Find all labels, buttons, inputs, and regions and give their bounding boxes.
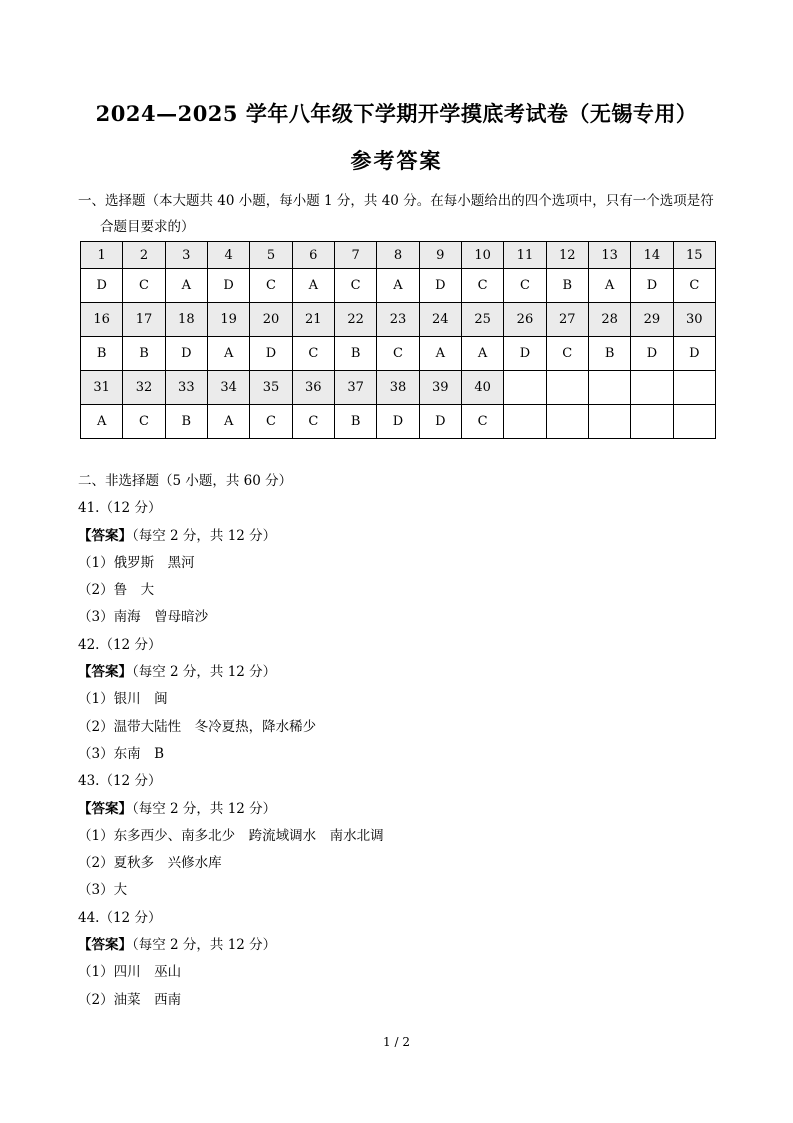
answer-cell: D bbox=[631, 337, 673, 371]
question-number-cell: 3 bbox=[165, 242, 207, 269]
question-number-cell: 39 bbox=[419, 371, 461, 405]
answer-item: （2）鲁 大 bbox=[78, 582, 155, 599]
question-number-cell: 35 bbox=[250, 371, 292, 405]
page-subtitle: 参考答案 bbox=[350, 148, 443, 173]
answer-item: （3）大 bbox=[78, 882, 128, 899]
answer-cell: C bbox=[673, 269, 715, 303]
section2-heading: 二、非选择题（5 小题，共 60 分） bbox=[78, 473, 293, 489]
answer-cell: B bbox=[123, 337, 165, 371]
answer-cell: A bbox=[207, 405, 249, 439]
answer-item: （3）南海 曾母暗沙 bbox=[78, 609, 209, 626]
answer-note: （每空 2 分，共 12 分） bbox=[132, 800, 277, 817]
section1-heading-line1: 一、选择题（本大题共 40 小题，每小题 1 分，共 40 分。在每小题给出的四个选项中，只有一个选项是符 bbox=[78, 193, 714, 209]
question-number-cell: 10 bbox=[461, 242, 503, 269]
answer-cell bbox=[631, 405, 673, 439]
question-number-cell bbox=[631, 371, 673, 405]
question-number-cell: 26 bbox=[504, 303, 546, 337]
answer-cell bbox=[673, 405, 715, 439]
section1-heading bbox=[78, 188, 733, 240]
question-number-cell bbox=[588, 371, 630, 405]
question-number: 43.（12 分） bbox=[78, 773, 162, 790]
answer-item: （2）夏秋多 兴修水库 bbox=[78, 855, 222, 872]
answer-cell: C bbox=[334, 269, 376, 303]
answer-cell: A bbox=[461, 337, 503, 371]
answer-cell: D bbox=[377, 405, 419, 439]
answer-cell: B bbox=[165, 405, 207, 439]
answer-item: （1）俄罗斯 黑河 bbox=[78, 554, 195, 571]
answer-cell: B bbox=[81, 337, 123, 371]
answer-cell: C bbox=[504, 269, 546, 303]
answer-table bbox=[80, 241, 716, 439]
answer-cell: B bbox=[546, 269, 588, 303]
answer-item: （1）东多西少、南多北少 跨流域调水 南水北调 bbox=[78, 827, 384, 844]
answer-cell: D bbox=[419, 269, 461, 303]
answer-item: （2）温带大陆性 冬冷夏热，降水稀少 bbox=[78, 718, 317, 735]
answer-cell: A bbox=[377, 269, 419, 303]
question-number-cell: 6 bbox=[292, 242, 334, 269]
answer-cell: D bbox=[504, 337, 546, 371]
question-number-cell: 23 bbox=[377, 303, 419, 337]
question-number-cell: 22 bbox=[334, 303, 376, 337]
question-number-cell: 8 bbox=[377, 242, 419, 269]
answer-tag: 【答案】 bbox=[78, 800, 132, 817]
answer-header bbox=[78, 796, 738, 823]
answer-cell: D bbox=[631, 269, 673, 303]
answer-cell bbox=[588, 405, 630, 439]
question-number-cell: 16 bbox=[81, 303, 123, 337]
answer-cell: A bbox=[419, 337, 461, 371]
page-number: 1 / 2 bbox=[383, 1035, 410, 1049]
answer-cell: B bbox=[588, 337, 630, 371]
answer-cell: A bbox=[81, 405, 123, 439]
answer-tag: 【答案】 bbox=[78, 527, 132, 544]
question-number-cell bbox=[504, 371, 546, 405]
table-row-numbers bbox=[81, 371, 716, 405]
question-number-cell bbox=[546, 371, 588, 405]
answer-cell: D bbox=[81, 269, 123, 303]
question-number-cell: 1 bbox=[81, 242, 123, 269]
question-number-cell: 12 bbox=[546, 242, 588, 269]
question-number: 41.（12 分） bbox=[78, 500, 162, 517]
question-number-cell: 2 bbox=[123, 242, 165, 269]
answer-cell: D bbox=[165, 337, 207, 371]
question-number-cell: 9 bbox=[419, 242, 461, 269]
question-number-cell: 15 bbox=[673, 242, 715, 269]
question-number-cell: 21 bbox=[292, 303, 334, 337]
question-number-cell: 32 bbox=[123, 371, 165, 405]
answer-cell: B bbox=[334, 405, 376, 439]
answer-cell: A bbox=[292, 269, 334, 303]
answer-cell: C bbox=[461, 405, 503, 439]
answer-cell: C bbox=[250, 269, 292, 303]
answer-cell: C bbox=[546, 337, 588, 371]
answer-note: （每空 2 分，共 12 分） bbox=[132, 527, 277, 544]
answer-cell: C bbox=[292, 405, 334, 439]
answer-cell: B bbox=[334, 337, 376, 371]
answer-cell: C bbox=[461, 269, 503, 303]
answer-cell: A bbox=[588, 269, 630, 303]
question-number-cell: 11 bbox=[504, 242, 546, 269]
question-number-cell: 18 bbox=[165, 303, 207, 337]
question-number-cell: 25 bbox=[461, 303, 503, 337]
question-number-cell: 36 bbox=[292, 371, 334, 405]
answer-note: （每空 2 分，共 12 分） bbox=[132, 937, 277, 954]
question-number-cell: 17 bbox=[123, 303, 165, 337]
answer-cell: D bbox=[250, 337, 292, 371]
question-number-cell: 29 bbox=[631, 303, 673, 337]
page-title: 2024—2025 学年八年级下学期开学摸底考试卷（无锡专用） bbox=[95, 101, 698, 126]
question-number-cell bbox=[673, 371, 715, 405]
question-number-cell: 40 bbox=[461, 371, 503, 405]
question-number-cell: 34 bbox=[207, 371, 249, 405]
question-number-cell: 30 bbox=[673, 303, 715, 337]
answer-tag: 【答案】 bbox=[78, 937, 132, 954]
question-number-cell: 7 bbox=[334, 242, 376, 269]
question-number: 42.（12 分） bbox=[78, 636, 162, 653]
answer-cell: C bbox=[250, 405, 292, 439]
answer-cell: C bbox=[123, 405, 165, 439]
answer-header bbox=[78, 659, 738, 686]
table-row-answers bbox=[81, 337, 716, 371]
answer-cell: A bbox=[207, 337, 249, 371]
question-number-cell: 28 bbox=[588, 303, 630, 337]
section2 bbox=[78, 468, 738, 1014]
answer-cell: C bbox=[123, 269, 165, 303]
answer-tag: 【答案】 bbox=[78, 664, 132, 681]
question-number-cell: 24 bbox=[419, 303, 461, 337]
question-number-cell: 37 bbox=[334, 371, 376, 405]
answer-item: （3）东南 B bbox=[78, 745, 165, 762]
answer-cell: C bbox=[377, 337, 419, 371]
answer-item: （1）银川 闽 bbox=[78, 691, 168, 708]
question-number-cell: 27 bbox=[546, 303, 588, 337]
table-row-numbers bbox=[81, 303, 716, 337]
table-row-answers bbox=[81, 269, 716, 303]
question-number-cell: 33 bbox=[165, 371, 207, 405]
table-row-answers bbox=[81, 405, 716, 439]
answer-cell: A bbox=[165, 269, 207, 303]
answer-cell bbox=[504, 405, 546, 439]
question-number-cell: 31 bbox=[81, 371, 123, 405]
question-number-cell: 14 bbox=[631, 242, 673, 269]
answer-cell: D bbox=[207, 269, 249, 303]
section1-heading-line2: 合题目要求的） bbox=[100, 219, 195, 235]
question-number-cell: 38 bbox=[377, 371, 419, 405]
answer-cell: D bbox=[419, 405, 461, 439]
question-number: 44.（12 分） bbox=[78, 909, 162, 926]
answer-item: （1）四川 巫山 bbox=[78, 964, 182, 981]
question-number-cell: 4 bbox=[207, 242, 249, 269]
answer-note: （每空 2 分，共 12 分） bbox=[132, 664, 277, 681]
question-number-cell: 19 bbox=[207, 303, 249, 337]
answer-header bbox=[78, 932, 738, 959]
answer-cell bbox=[546, 405, 588, 439]
question-number-cell: 5 bbox=[250, 242, 292, 269]
answer-header bbox=[78, 523, 738, 550]
table-row-numbers bbox=[81, 242, 716, 269]
question-number-cell: 20 bbox=[250, 303, 292, 337]
question-number-cell: 13 bbox=[588, 242, 630, 269]
answer-cell: D bbox=[673, 337, 715, 371]
answer-item: （2）油菜 西南 bbox=[78, 991, 182, 1008]
answer-cell: C bbox=[292, 337, 334, 371]
